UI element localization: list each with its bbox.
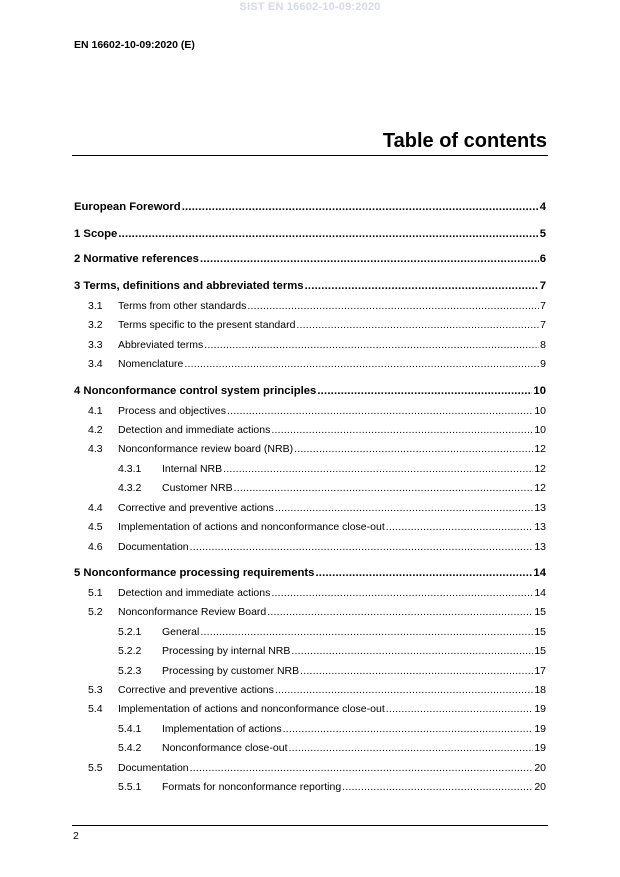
toc-entry-page: 12 bbox=[534, 482, 546, 494]
toc-entry-number: 3.4 bbox=[88, 358, 103, 370]
toc-entry-page: 7 bbox=[539, 280, 546, 292]
toc-entry[interactable] bbox=[88, 405, 546, 417]
toc-entry[interactable] bbox=[118, 626, 546, 638]
toc-entry-title: Documentation bbox=[118, 541, 189, 553]
toc-entry-number: 5.4.1 bbox=[118, 723, 142, 735]
toc-entry-page: 17 bbox=[534, 665, 546, 677]
toc-entry-title: Corrective and preventive actions bbox=[118, 684, 274, 696]
toc-entry-page: 13 bbox=[534, 541, 546, 553]
toc-entry[interactable] bbox=[74, 385, 546, 397]
toc-entry-number: 4.6 bbox=[88, 541, 103, 553]
toc-entry-number: 3.3 bbox=[88, 339, 103, 351]
toc-entry-title: Documentation bbox=[118, 762, 189, 774]
toc-entry-title: 3 Terms, definitions and abbreviated terms bbox=[74, 280, 304, 292]
dot-leader bbox=[386, 521, 534, 533]
toc-entry-number: 4.1 bbox=[88, 405, 103, 417]
toc-entry-page: 4 bbox=[539, 201, 546, 213]
toc-entry[interactable] bbox=[88, 502, 546, 514]
toc-entry-page: 5 bbox=[539, 228, 546, 240]
dot-leader bbox=[283, 723, 534, 735]
toc-entry-number: 4.3.1 bbox=[118, 463, 142, 475]
toc-entry-number: 5.2.1 bbox=[118, 626, 142, 638]
dot-leader bbox=[267, 606, 533, 618]
toc-entry[interactable] bbox=[88, 521, 546, 533]
toc-entry-number: 5.2.3 bbox=[118, 665, 142, 677]
toc-entry-page: 19 bbox=[534, 703, 546, 715]
dot-leader bbox=[247, 300, 539, 312]
dot-leader bbox=[271, 424, 533, 436]
dot-leader bbox=[227, 405, 533, 417]
toc-entry-page: 15 bbox=[534, 606, 546, 618]
toc-entry-page: 9 bbox=[540, 358, 546, 370]
toc-entry[interactable] bbox=[118, 482, 546, 494]
toc-entry[interactable] bbox=[88, 587, 546, 599]
toc-entry-page: 10 bbox=[534, 405, 546, 417]
toc-entry-page: 6 bbox=[539, 253, 546, 265]
toc-entry[interactable] bbox=[88, 424, 546, 436]
toc-entry[interactable] bbox=[118, 781, 546, 793]
toc-entry[interactable] bbox=[118, 742, 546, 754]
toc-entry-title: European Foreword bbox=[74, 201, 181, 213]
dot-leader bbox=[288, 742, 533, 754]
toc-entry[interactable] bbox=[74, 567, 546, 579]
toc-entry-page: 7 bbox=[540, 300, 546, 312]
dot-leader bbox=[190, 541, 534, 553]
toc-entry[interactable] bbox=[74, 253, 546, 265]
toc-entry-title: Formats for nonconformance reporting bbox=[162, 781, 342, 793]
toc-entry[interactable] bbox=[118, 665, 546, 677]
toc-entry-title: Nonconformance review board (NRB) bbox=[118, 443, 294, 455]
toc-entry-number: 4.2 bbox=[88, 424, 103, 436]
toc-entry-title: 2 Normative references bbox=[74, 253, 199, 265]
title-rule bbox=[72, 155, 548, 156]
document-id: EN 16602-10-09:2020 (E) bbox=[74, 39, 195, 51]
toc-entry[interactable] bbox=[88, 541, 546, 553]
toc-entry-title: 4 Nonconformance control system principles bbox=[74, 385, 317, 397]
toc-entry[interactable] bbox=[88, 319, 546, 331]
toc-entry-page: 14 bbox=[533, 567, 546, 579]
toc-entry-page: 14 bbox=[534, 587, 546, 599]
toc-entry[interactable] bbox=[74, 201, 546, 213]
toc-entry[interactable] bbox=[118, 645, 546, 657]
toc-entry-title: Terms from other standards bbox=[118, 300, 247, 312]
toc-entry-title: Nomenclature bbox=[118, 358, 184, 370]
toc-entry-number: 5.4 bbox=[88, 703, 103, 715]
page-number: 2 bbox=[73, 830, 79, 842]
toc-entry[interactable] bbox=[118, 463, 546, 475]
dot-leader bbox=[275, 684, 533, 696]
toc-entry-number: 5.2 bbox=[88, 606, 103, 618]
toc-entry-title: 1 Scope bbox=[74, 228, 118, 240]
toc-entry-number: 4.5 bbox=[88, 521, 103, 533]
toc-entry-page: 15 bbox=[534, 645, 546, 657]
toc-entry-title: Corrective and preventive actions bbox=[118, 502, 274, 514]
toc-entry-page: 15 bbox=[534, 626, 546, 638]
toc-entry-page: 10 bbox=[533, 385, 546, 397]
dot-leader bbox=[342, 781, 533, 793]
toc-entry[interactable] bbox=[88, 606, 546, 618]
toc-entry-number: 4.3.2 bbox=[118, 482, 142, 494]
dot-leader bbox=[118, 228, 538, 240]
dot-leader bbox=[200, 253, 539, 265]
toc-entry-title: Processing by customer NRB bbox=[162, 665, 300, 677]
toc-entry-number: 5.2.2 bbox=[118, 645, 142, 657]
toc-entry-title: Implementation of actions and nonconformance close-out bbox=[118, 521, 385, 533]
toc-entry-title: Detection and immediate actions bbox=[118, 587, 271, 599]
toc-entry-title: Abbreviated terms bbox=[118, 339, 204, 351]
toc-entry-page: 20 bbox=[534, 762, 546, 774]
toc-entry-page: 13 bbox=[534, 502, 546, 514]
toc-entry-page: 7 bbox=[540, 319, 546, 331]
dot-leader bbox=[300, 665, 533, 677]
toc-entry-number: 5.5.1 bbox=[118, 781, 142, 793]
toc-entry-page: 12 bbox=[534, 443, 546, 455]
toc-entry[interactable] bbox=[88, 358, 546, 370]
dot-leader bbox=[182, 201, 539, 213]
dot-leader bbox=[294, 443, 533, 455]
toc-entry-number: 3.1 bbox=[88, 300, 103, 312]
dot-leader bbox=[190, 762, 534, 774]
toc-entry-title: Detection and immediate actions bbox=[118, 424, 271, 436]
dot-leader bbox=[296, 319, 539, 331]
dot-leader bbox=[234, 482, 534, 494]
dot-leader bbox=[204, 339, 539, 351]
watermark: SIST EN 16602-10-09:2020 bbox=[239, 1, 381, 13]
toc-entry-page: 13 bbox=[534, 521, 546, 533]
toc-entry-title: Terms specific to the present standard bbox=[118, 319, 296, 331]
dot-leader bbox=[223, 463, 533, 475]
toc-entry-title: Nonconformance Review Board bbox=[118, 606, 267, 618]
toc-entry[interactable] bbox=[88, 684, 546, 696]
dot-leader bbox=[386, 703, 534, 715]
dot-leader bbox=[315, 567, 532, 579]
toc-entry[interactable] bbox=[74, 280, 546, 292]
toc-entry-page: 10 bbox=[534, 424, 546, 436]
toc-entry-number: 5.5 bbox=[88, 762, 103, 774]
toc-entry-title: Processing by internal NRB bbox=[162, 645, 291, 657]
toc-entry-page: 8 bbox=[540, 339, 546, 351]
toc-entry[interactable] bbox=[88, 339, 546, 351]
dot-leader bbox=[291, 645, 533, 657]
toc-entry-title: Nonconformance close-out bbox=[162, 742, 288, 754]
toc-entry[interactable] bbox=[118, 723, 546, 735]
toc-entry[interactable] bbox=[88, 443, 546, 455]
toc-entry[interactable] bbox=[88, 762, 546, 774]
toc-entry-number: 3.2 bbox=[88, 319, 103, 331]
toc-entry-title: Internal NRB bbox=[162, 463, 223, 475]
toc-entry[interactable] bbox=[88, 703, 546, 715]
toc-entry-page: 19 bbox=[534, 723, 546, 735]
dot-leader bbox=[275, 502, 533, 514]
dot-leader bbox=[184, 358, 539, 370]
toc-entry-number: 5.3 bbox=[88, 684, 103, 696]
toc-entry-title: General bbox=[162, 626, 200, 638]
bottom-rule bbox=[72, 825, 548, 826]
toc-title: Table of contents bbox=[382, 130, 547, 152]
toc-entry-title: 5 Nonconformance processing requirements bbox=[74, 567, 315, 579]
toc-entry-title: Implementation of actions and nonconformance close-out bbox=[118, 703, 385, 715]
toc-entry-title: Implementation of actions bbox=[162, 723, 282, 735]
dot-leader bbox=[271, 587, 533, 599]
dot-leader bbox=[317, 385, 532, 397]
toc-entry-number: 5.1 bbox=[88, 587, 103, 599]
dot-leader bbox=[200, 626, 533, 638]
toc-entry-page: 18 bbox=[534, 684, 546, 696]
toc-entry[interactable] bbox=[74, 228, 546, 240]
toc-entry-title: Customer NRB bbox=[162, 482, 233, 494]
toc-entry-number: 4.4 bbox=[88, 502, 103, 514]
toc-entry-page: 20 bbox=[534, 781, 546, 793]
dot-leader bbox=[305, 280, 539, 292]
toc-entry[interactable] bbox=[88, 300, 546, 312]
toc-entry-number: 4.3 bbox=[88, 443, 103, 455]
toc-entry-page: 12 bbox=[534, 463, 546, 475]
toc-entry-page: 19 bbox=[534, 742, 546, 754]
toc-entry-title: Process and objectives bbox=[118, 405, 226, 417]
toc-entry-number: 5.4.2 bbox=[118, 742, 142, 754]
